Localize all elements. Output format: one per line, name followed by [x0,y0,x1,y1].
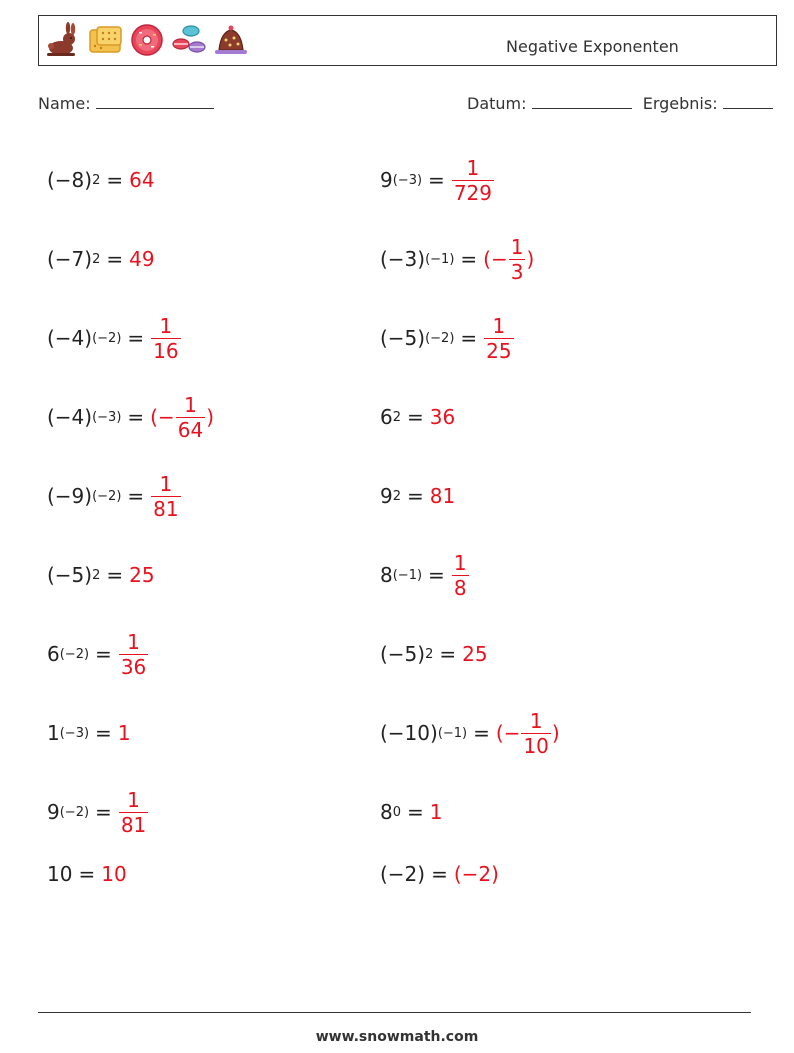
fraction-denominator: 10 [523,733,549,758]
problem-item [47,152,155,208]
problem-base: (−4) [47,326,93,350]
problem-base: (−10) [380,721,438,745]
problem-item [47,231,155,287]
answer-suffix: ) [206,405,214,429]
problem-item [47,389,214,445]
date-blank[interactable] [532,94,632,109]
problem-base: 8 [380,800,393,824]
problem-base: (−9) [47,484,93,508]
problem-exponent: (−3) [92,409,122,425]
answer-value: 25 [462,642,488,666]
problem-base: (−2) [380,862,426,886]
problem-answer [118,788,149,837]
problem-answer [462,642,487,666]
name-label: Name: [38,94,91,113]
problem-base: 10 [47,862,73,886]
problem-answer [150,472,181,521]
answer-value: 64 [129,168,155,192]
answer-suffix: ) [526,247,535,271]
equals-sign: = [473,721,490,745]
equals-sign: = [460,247,478,271]
problem-answer [129,563,154,587]
answer-suffix: ) [551,721,560,745]
problem-exponent: 2 [92,251,101,267]
problem-item [47,547,155,603]
answer-fraction [521,709,550,758]
footer-url: www.snowmath.com [315,1029,479,1045]
problem-answer [430,405,455,429]
answer-prefix: (− [150,405,175,429]
answer-value: 1 [429,800,443,824]
equals-sign: = [106,563,124,587]
equals-sign: = [407,800,424,824]
problem-base: 6 [47,642,60,666]
problem-item [47,784,149,840]
problem-exponent: (−3) [392,172,423,188]
problem-answer [451,551,470,600]
name-blank[interactable] [96,94,214,109]
equals-sign: = [431,862,448,886]
equals-sign: = [106,168,124,192]
equals-sign: = [428,563,445,587]
equals-sign: = [439,642,457,666]
problem-answer [430,484,455,508]
problem-exponent: 2 [392,409,402,425]
fraction-numerator: 1 [529,708,543,733]
problem-answer [454,862,499,886]
donut-icon [129,22,165,58]
answer-prefix: (− [495,721,521,745]
fraction-numerator: 1 [127,787,140,812]
equals-sign: = [127,405,145,429]
problem-answer [129,168,154,192]
fraction-numerator: 1 [453,550,467,575]
equals-sign: = [428,168,445,192]
answer-prefix: (− [483,247,508,271]
fraction-denominator: 8 [453,575,467,600]
problem-base: (−5) [47,563,93,587]
problem-exponent: (−2) [59,804,90,820]
problem-answer [129,247,154,271]
problem-item [47,310,182,366]
problem-answer [483,235,534,284]
problem-item [47,705,131,761]
answer-fraction [452,156,494,205]
equals-sign: = [127,326,145,350]
problem-item [380,626,488,682]
problem-answer [483,314,514,363]
problem-exponent: (−3) [59,725,90,741]
answer-value: 81 [429,484,456,508]
result-label: Ergebnis: [642,94,718,113]
problem-exponent: (−2) [59,646,90,662]
equals-sign: = [127,484,145,508]
name-field [38,94,214,113]
problem-answer [118,630,149,679]
equals-sign: = [78,862,96,886]
answer-value: 10 [101,862,127,886]
cake-icon [213,22,249,58]
fraction-denominator: 729 [453,180,492,205]
problem-answer [101,862,126,886]
fraction-numerator: 1 [159,471,173,496]
header-icons [45,22,249,60]
problem-base: 9 [380,484,393,508]
problem-item [380,705,560,761]
equals-sign: = [106,247,124,271]
answer-value: (−2) [453,862,499,886]
problem-item [380,152,495,208]
equals-sign: = [95,721,112,745]
problem-base: 1 [47,721,60,745]
answer-fraction [176,393,205,442]
answer-fraction [452,551,469,600]
problem-item [47,846,127,902]
equals-sign: = [95,642,112,666]
problem-item [380,784,443,840]
date-label: Datum: [467,94,527,113]
fraction-numerator: 1 [510,234,524,259]
answer-value: 49 [129,247,155,271]
bunny-icon [45,22,81,58]
fraction-denominator: 64 [177,417,204,442]
equals-sign: = [407,405,424,429]
fraction-numerator: 1 [127,629,140,654]
problem-base: (−5) [380,642,426,666]
problem-answer [496,709,560,758]
problem-base: 9 [380,168,393,192]
problem-item [380,547,470,603]
problem-item [47,468,182,524]
problem-item [380,310,515,366]
fraction-numerator: 1 [184,392,197,417]
problem-answer [150,393,214,442]
problem-base: 6 [380,405,393,429]
problem-exponent: 2 [425,646,434,662]
fraction-numerator: 1 [159,313,173,338]
problem-exponent: 2 [92,567,101,583]
fraction-numerator: 1 [492,313,506,338]
fraction-denominator: 81 [153,496,179,521]
problem-exponent: 0 [392,804,402,820]
problem-item [47,626,149,682]
result-blank[interactable] [723,94,773,109]
answer-fraction [119,788,148,837]
problem-base: (−3) [380,247,426,271]
fraction-numerator: 1 [466,155,480,180]
answer-value: 25 [129,563,155,587]
problem-exponent: (−1) [392,567,423,583]
answer-fraction [509,235,526,284]
problem-exponent: (−2) [92,488,122,504]
fraction-denominator: 25 [486,338,512,363]
footer-divider [38,1012,751,1013]
answer-fraction [151,472,180,521]
equals-sign: = [460,326,478,350]
answer-value: 1 [117,721,131,745]
cracker-icon [87,22,123,58]
date-result-fields [467,94,773,113]
answer-value: 36 [429,405,456,429]
problem-base: (−7) [47,247,93,271]
answer-fraction [484,314,513,363]
answer-fraction [119,630,148,679]
problem-exponent: (−2) [92,330,122,346]
problem-answer [430,800,443,824]
problem-answer [150,314,181,363]
problem-base: 8 [380,563,393,587]
fraction-denominator: 81 [120,812,147,837]
problem-item [380,468,455,524]
problem-base: (−4) [47,405,93,429]
fraction-denominator: 36 [120,654,147,679]
equals-sign: = [95,800,112,824]
problem-exponent: 2 [392,488,402,504]
problem-exponent: (−1) [425,251,455,267]
problem-exponent: (−2) [425,330,455,346]
problem-exponent: 2 [92,172,101,188]
problem-base: (−8) [47,168,93,192]
problem-answer [451,156,495,205]
problem-item [380,389,455,445]
fraction-denominator: 3 [510,259,524,284]
worksheet-header [38,15,777,66]
problem-exponent: (−1) [437,725,468,741]
fraction-denominator: 16 [153,338,179,363]
problem-item [380,231,534,287]
problem-answer [118,721,131,745]
equals-sign: = [407,484,424,508]
worksheet-title: Negative Exponenten [506,37,679,56]
answer-fraction [151,314,180,363]
problem-item [380,846,499,902]
problem-base: (−5) [380,326,426,350]
problem-base: 9 [47,800,60,824]
macarons-icon [171,22,207,58]
